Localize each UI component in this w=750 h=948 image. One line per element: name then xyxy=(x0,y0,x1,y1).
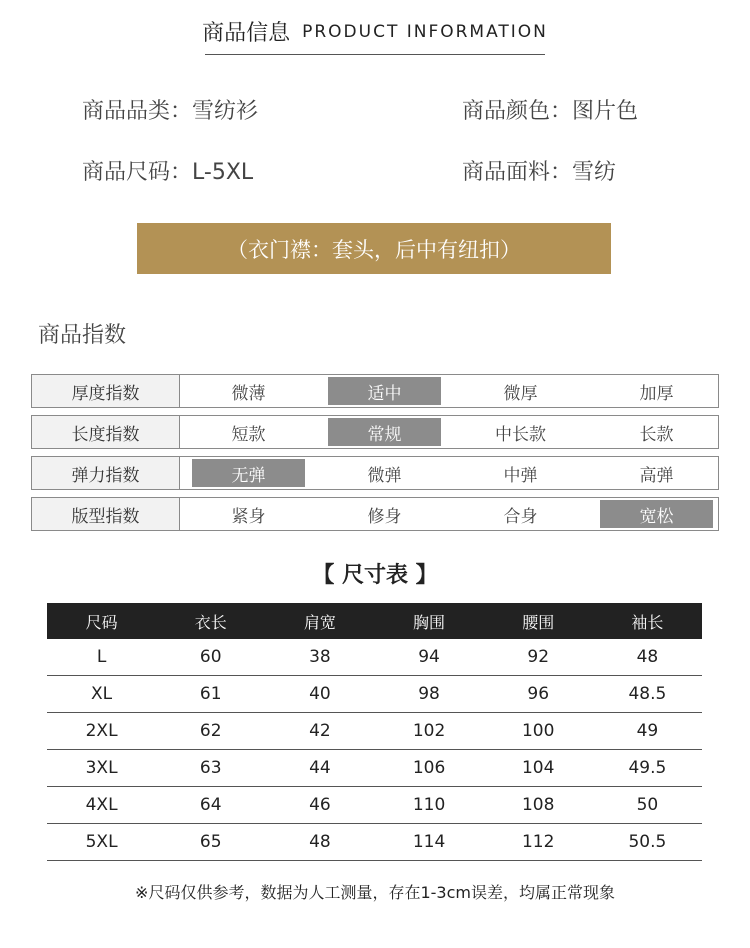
table-cell: 49.5 xyxy=(593,750,702,787)
table-cell: 48 xyxy=(265,824,374,861)
size-table-header-cell: 袖长 xyxy=(593,603,702,639)
info-color xyxy=(462,94,638,125)
index-option-selected: 常规 xyxy=(328,418,441,446)
index-option: 中弹 xyxy=(503,465,538,486)
header-title-en: PRODUCT INFORMATION xyxy=(302,21,548,42)
table-cell: 61 xyxy=(156,676,265,713)
table-cell: 108 xyxy=(484,787,593,824)
table-cell: 48 xyxy=(593,639,702,676)
index-row xyxy=(31,374,719,408)
info-fabric-value: 雪纺 xyxy=(572,160,617,185)
index-row xyxy=(31,497,719,531)
table-cell: 96 xyxy=(484,676,593,713)
closure-banner: （衣门襟：套头，后中有纽扣） xyxy=(137,223,611,274)
table-cell: 100 xyxy=(484,713,593,750)
info-category xyxy=(82,94,258,125)
size-note: ※尺码仅供参考，数据为人工测量，存在1-3cm误差，均属正常现象 xyxy=(135,883,615,902)
page-header xyxy=(0,16,750,47)
table-cell: 4XL xyxy=(47,787,156,824)
index-option: 高弹 xyxy=(639,465,674,486)
table-cell: 2XL xyxy=(47,713,156,750)
index-options xyxy=(180,375,724,407)
size-table-body xyxy=(47,639,702,861)
header-divider xyxy=(205,54,545,55)
info-category-value: 雪纺衫 xyxy=(192,99,259,124)
table-cell: 63 xyxy=(156,750,265,787)
table-cell: 50.5 xyxy=(593,824,702,861)
table-cell: L xyxy=(47,639,156,676)
index-option: 长款 xyxy=(639,424,674,445)
index-option-selected: 宽松 xyxy=(600,500,713,528)
index-option: 修身 xyxy=(367,506,402,527)
index-option-selected: 无弹 xyxy=(192,459,305,487)
index-option: 微弹 xyxy=(367,465,402,486)
index-option: 中长款 xyxy=(495,424,546,445)
table-row xyxy=(47,824,702,861)
table-cell: 92 xyxy=(484,639,593,676)
table-row xyxy=(47,787,702,824)
index-option: 紧身 xyxy=(231,506,266,527)
table-row xyxy=(47,750,702,787)
index-row xyxy=(31,456,719,490)
table-cell: 48.5 xyxy=(593,676,702,713)
info-size-value: L-5XL xyxy=(192,160,254,185)
table-cell: 65 xyxy=(156,824,265,861)
index-options xyxy=(180,457,724,489)
index-option: 微厚 xyxy=(503,383,538,404)
index-option: 微薄 xyxy=(231,383,266,404)
table-cell: 102 xyxy=(374,713,483,750)
table-cell: 50 xyxy=(593,787,702,824)
table-cell: 98 xyxy=(374,676,483,713)
table-row xyxy=(47,713,702,750)
info-category-label: 商品品类： xyxy=(82,99,193,124)
table-cell: 38 xyxy=(265,639,374,676)
index-row xyxy=(31,415,719,449)
index-section-title: 商品指数 xyxy=(38,323,127,348)
table-cell: XL xyxy=(47,676,156,713)
table-cell: 42 xyxy=(265,713,374,750)
header-title-cn: 商品信息 xyxy=(202,21,291,46)
table-cell: 64 xyxy=(156,787,265,824)
index-row-label: 长度指数 xyxy=(32,416,180,448)
table-cell: 62 xyxy=(156,713,265,750)
table-cell: 106 xyxy=(374,750,483,787)
table-cell: 46 xyxy=(265,787,374,824)
table-cell: 44 xyxy=(265,750,374,787)
index-row-label: 厚度指数 xyxy=(32,375,180,407)
table-cell: 40 xyxy=(265,676,374,713)
size-table-header-row xyxy=(47,603,702,639)
info-size xyxy=(82,155,253,186)
size-table-header-cell: 尺码 xyxy=(47,603,156,639)
info-color-value: 图片色 xyxy=(572,99,639,124)
table-row xyxy=(47,639,702,676)
index-options xyxy=(180,498,724,530)
index-row-label: 版型指数 xyxy=(32,498,180,530)
info-color-label: 商品颜色： xyxy=(462,99,573,124)
table-cell: 94 xyxy=(374,639,483,676)
size-table xyxy=(47,603,702,861)
index-option: 短款 xyxy=(231,424,266,445)
table-cell: 3XL xyxy=(47,750,156,787)
table-cell: 114 xyxy=(374,824,483,861)
table-cell: 110 xyxy=(374,787,483,824)
table-cell: 104 xyxy=(484,750,593,787)
index-option: 加厚 xyxy=(639,383,674,404)
size-table-header-cell: 肩宽 xyxy=(265,603,374,639)
table-row xyxy=(47,676,702,713)
info-fabric xyxy=(462,155,616,186)
table-cell: 112 xyxy=(484,824,593,861)
size-table-title: 【 尺寸表 】 xyxy=(312,563,438,588)
index-option-selected: 适中 xyxy=(328,377,441,405)
index-option: 合身 xyxy=(503,506,538,527)
info-fabric-label: 商品面料： xyxy=(462,160,573,185)
size-table-header-cell: 胸围 xyxy=(374,603,483,639)
info-size-label: 商品尺码： xyxy=(82,160,193,185)
size-table-header-cell: 衣长 xyxy=(156,603,265,639)
index-options xyxy=(180,416,724,448)
size-table-header-cell: 腰围 xyxy=(484,603,593,639)
table-cell: 5XL xyxy=(47,824,156,861)
index-row-label: 弹力指数 xyxy=(32,457,180,489)
table-cell: 49 xyxy=(593,713,702,750)
table-cell: 60 xyxy=(156,639,265,676)
